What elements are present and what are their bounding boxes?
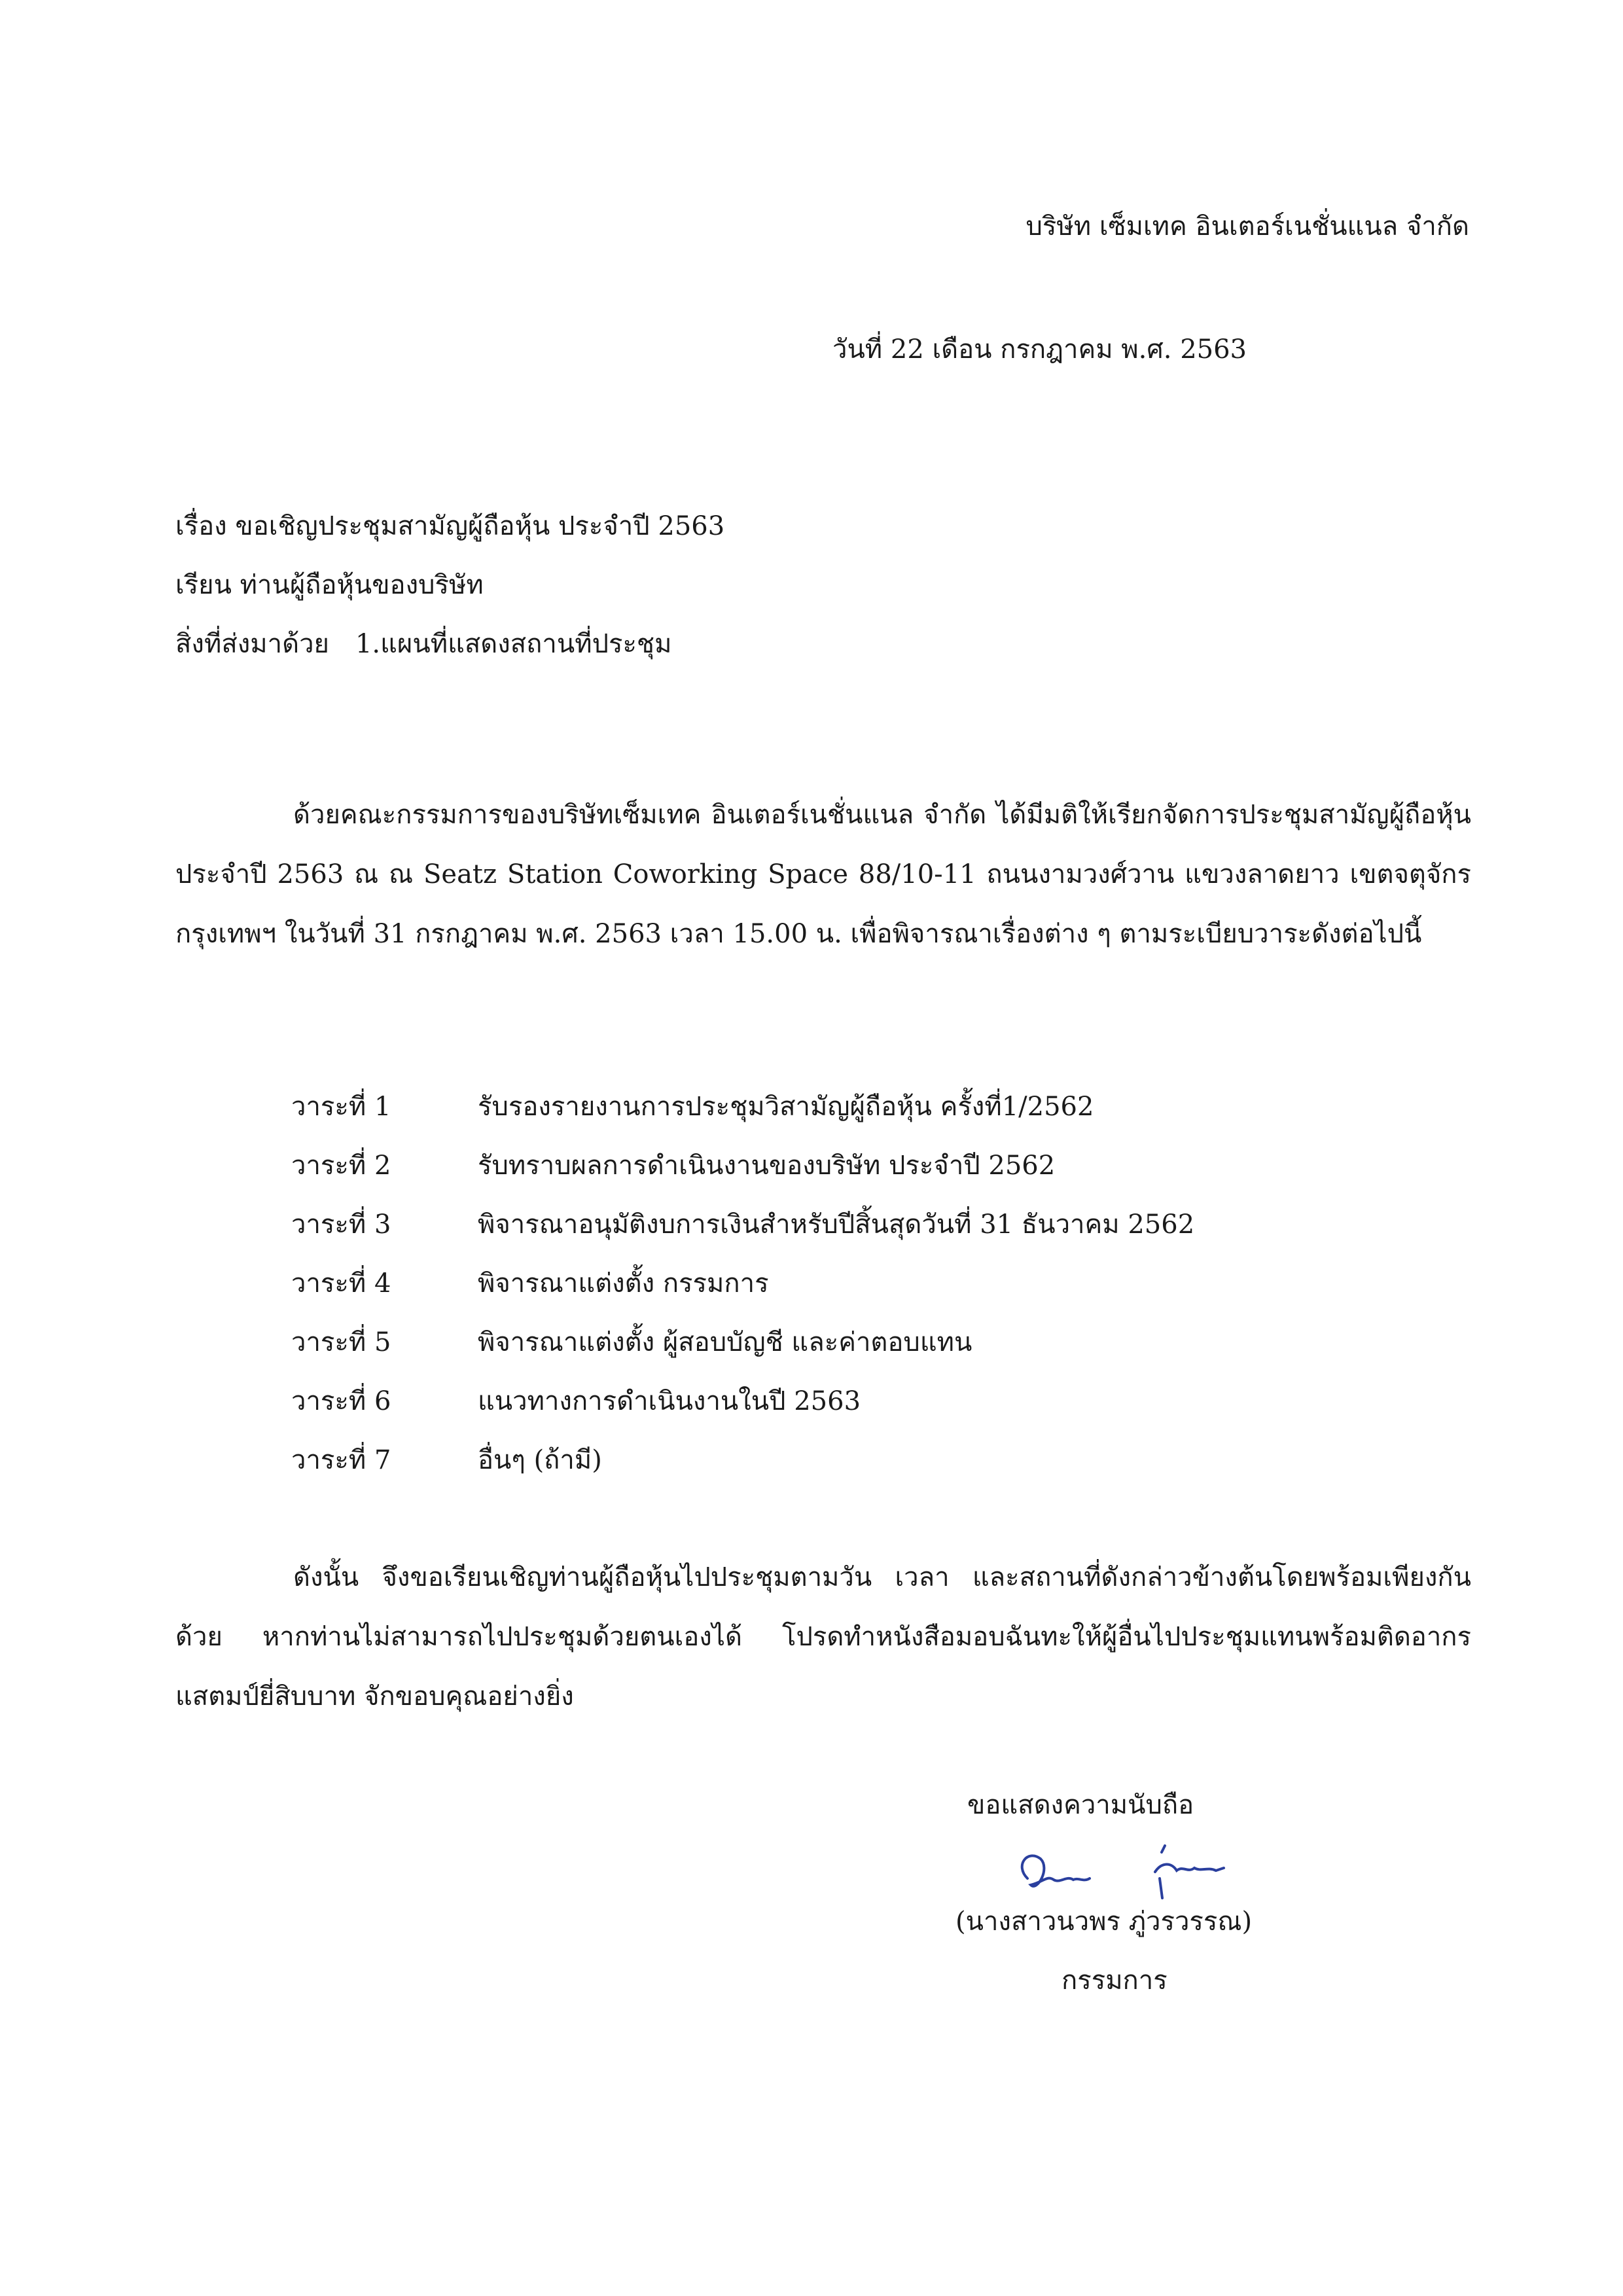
letter-subject: เรื่อง ขอเชิญประชุมสามัญผู้ถือหุ้น ประจำปี 2563	[175, 511, 725, 541]
agenda-text: แนวทางการดำเนินงานในปี 2563	[478, 1386, 861, 1416]
agenda-text: พิจารณาแต่งตั้ง กรรมการ	[478, 1268, 769, 1299]
agenda-label: วาระที่ 3	[291, 1210, 391, 1240]
agenda-text: พิจารณาอนุมัติงบการเงินสำหรับปีสิ้นสุดวันที่ 31 ธันวาคม 2562	[478, 1210, 1195, 1240]
agenda-label: วาระที่ 1	[291, 1092, 391, 1122]
agenda-text: รับทราบผลการดำเนินงานของบริษัท ประจำปี 2562	[478, 1151, 1056, 1181]
enclosure-label: สิ่งที่ส่งมาด้วย	[175, 629, 329, 659]
signer-position: กรรมการ	[1061, 1965, 1168, 1996]
letter-salutation: เรียน ท่านผู้ถือหุ้นของบริษัท	[175, 570, 484, 600]
enclosure-item: 1.แผนที่แสดงสถานที่ประชุม	[355, 629, 672, 659]
body-paragraph-2: ดังนั้น จึงขอเรียนเชิญท่านผู้ถือหุ้นไปประชุมตามวัน เวลา และสถานที่ดังกล่าวข้างต้นโดยพร้อมเพียงกันด้วย หากท่านไม่สามารถไปประชุมด้วยตนเองได้ โปรดทำหนังสือมอบฉันทะให้ผู้อื่นไปประชุมแทนพร้อมติดอากรแสตมป์ยี่สิบบาท จักขอบคุณอย่างยิ่ง	[175, 1562, 1471, 1712]
agenda-label: วาระที่ 6	[291, 1386, 391, 1416]
agenda-item	[291, 1149, 1535, 1208]
agenda-text: อื่นๆ (ถ้ามี)	[478, 1445, 602, 1475]
agenda-item	[291, 1266, 1535, 1325]
agenda-list	[291, 1090, 1535, 1502]
agenda-item	[291, 1090, 1535, 1149]
agenda-item	[291, 1443, 1535, 1502]
agenda-item	[291, 1208, 1535, 1266]
agenda-label: วาระที่ 2	[291, 1151, 391, 1181]
closing-phrase: ขอแสดงความนับถือ	[967, 1790, 1194, 1820]
agenda-text: รับรองรายงานการประชุมวิสามัญผู้ถือหุ้น ครั้งที่1/2562	[478, 1092, 1094, 1122]
agenda-item	[291, 1325, 1535, 1384]
letter-date: วันที่ 22 เดือน กรกฎาคม พ.ศ. 2563	[832, 334, 1247, 365]
agenda-label: วาระที่ 4	[291, 1268, 391, 1299]
agenda-label: วาระที่ 7	[291, 1445, 391, 1475]
agenda-label: วาระที่ 5	[291, 1327, 391, 1357]
company-name: บริษัท เซ็มเทค อินเตอร์เนชั่นแนล จำกัด	[1026, 211, 1469, 242]
body-paragraph-1: ด้วยคณะกรรมการของบริษัทเซ็มเทค อินเตอร์เนชั่นแนล จำกัด ได้มีมติให้เรียกจัดการประชุมสามัญผู้ถือหุ้น ประจำปี 2563 ณ ณ Seatz Station Coworking Space 88/10-11 ถนนงามวงศ์วาน แขวงลาดยาว เขตจตุจักร กรุงเทพฯ ในวันที่ 31 กรกฎาคม พ.ศ. 2563 เวลา 15.00 น. เพื่อพิจารณาเรื่องต่าง ๆ ตามระเบียบวาระดังต่อไปนี้	[175, 800, 1471, 949]
signer-name: (นางสาวนวพร ภู่วรวรรณ)	[955, 1907, 1253, 1937]
agenda-item	[291, 1384, 1535, 1443]
letter-enclosure	[175, 627, 671, 661]
agenda-text: พิจารณาแต่งตั้ง ผู้สอบบัญชี และค่าตอบแทน	[478, 1327, 972, 1357]
